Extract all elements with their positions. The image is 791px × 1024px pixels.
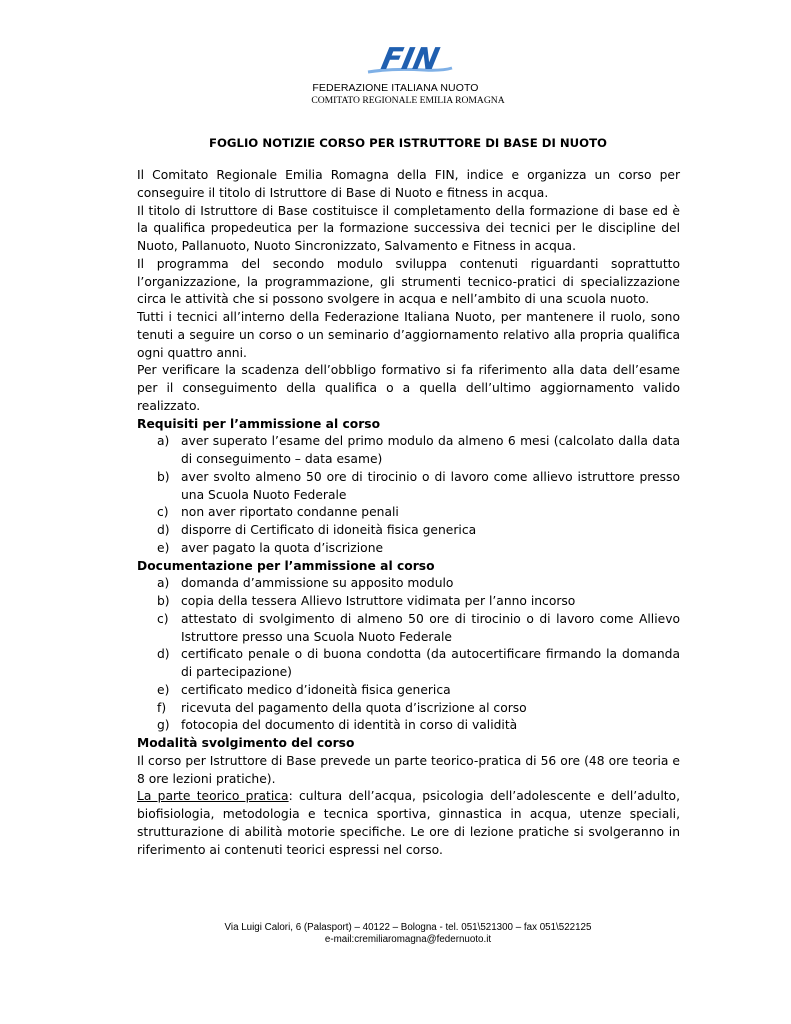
requisiti-heading: Requisiti per l’ammissione al corso bbox=[137, 416, 381, 431]
list-marker: a) bbox=[157, 576, 170, 591]
list-marker: b) bbox=[157, 594, 170, 608]
list-marker: e) bbox=[157, 540, 170, 555]
footer-address: Via Luigi Calori, 6 (Palasport) – 40122 – Bologna - tel. 051\521300 – fax 051\522125 bbox=[224, 922, 592, 933]
list-item-text: certificato penale o di buona condotta (da autocertificare firmando la domanda di partecipazione) bbox=[181, 647, 680, 679]
parte-teorico-label: La parte teorico pratica bbox=[137, 789, 289, 804]
list-marker: c) bbox=[157, 611, 169, 626]
intro-paragraph: Tutti i tecnici all’interno della Federazione Italiana Nuoto, per mantenere il ruolo, sono tenuti a seguire un corso o un seminario d’aggiornamento relativo alla propria qualifica ogni quattro anni. bbox=[137, 310, 680, 360]
list-item bbox=[137, 433, 680, 469]
intro-paragraph: Il titolo di Istruttore di Base costituisce il completamento della formazione di base ed è la qualifica propedeutica per la formazione successiva dei tecnici per le discipline del Nuoto, Pallanuoto, Nuoto Sincronizzato, Salvamento e Fitness in acqua. bbox=[137, 203, 680, 253]
list-item bbox=[137, 700, 680, 718]
org-name: FEDERAZIONE ITALIANA NUOTO bbox=[312, 82, 479, 94]
list-item bbox=[137, 593, 680, 611]
list-item bbox=[137, 504, 680, 522]
document-body bbox=[137, 167, 680, 859]
list-item-text: fotocopia del documento di identità in corso di validità bbox=[181, 718, 518, 733]
list-item-text: disporre di Certificato di idoneità fisica generica bbox=[181, 523, 477, 537]
list-marker: d) bbox=[157, 647, 170, 662]
list-marker: g) bbox=[157, 718, 170, 733]
fin-logo-text: FIN bbox=[378, 42, 443, 77]
modalita-heading: Modalità svolgimento del corso bbox=[137, 736, 355, 750]
list-item-text: aver superato l’esame del primo modulo da almeno 6 mesi (calcolato dalla data di conseguimento – data esame) bbox=[181, 434, 680, 466]
list-item bbox=[137, 469, 680, 505]
documentazione-list bbox=[137, 575, 680, 735]
list-item-text: certificato medico d’idoneità fisica generica bbox=[181, 682, 451, 697]
list-item-text: copia della tessera Allievo Istruttore vidimata per l’anno incorso bbox=[181, 594, 576, 608]
list-item-text: aver svolto almeno 50 ore di tirocinio o di lavoro come allievo istruttore presso una Scuola Nuoto Federale bbox=[181, 469, 680, 502]
list-marker: a) bbox=[157, 434, 170, 449]
list-item bbox=[137, 682, 680, 700]
committee-name: COMITATO REGIONALE EMILIA ROMAGNA bbox=[311, 95, 505, 106]
list-marker: d) bbox=[157, 523, 170, 537]
list-marker: b) bbox=[157, 469, 170, 484]
documentazione-heading: Documentazione per l’ammissione al corso bbox=[137, 558, 435, 573]
modalita-paragraph: Il corso per Istruttore di Base prevede un parte teorico-pratica di 56 ore (48 ore teoria e 8 ore lezioni pratiche). bbox=[137, 753, 680, 786]
list-marker: e) bbox=[157, 682, 170, 697]
list-marker: c) bbox=[157, 505, 169, 520]
intro-paragraph: Il Comitato Regionale Emilia Romagna della FIN, indice e organizza un corso per conseguire il titolo di Istruttore di Base di Nuoto e fitness in acqua. bbox=[137, 168, 680, 200]
list-item bbox=[137, 522, 680, 540]
requisiti-list bbox=[137, 433, 680, 557]
list-item bbox=[137, 575, 680, 593]
list-item-text: ricevuta del pagamento della quota d’iscrizione al corso bbox=[181, 700, 527, 715]
list-item bbox=[137, 717, 680, 735]
list-item bbox=[137, 540, 680, 558]
list-item-text: domanda d’ammissione su apposito modulo bbox=[181, 576, 454, 591]
document-title: FOGLIO NOTIZIE CORSO PER ISTRUTTORE DI BASE DI NUOTO bbox=[209, 136, 607, 150]
parte-teorico-paragraph bbox=[137, 788, 680, 859]
parte-teorico-text: : cultura dell’acqua, psicologia dell’adolescente e dell’adulto, biofisiologia, metodologia e tecnica sportiva, ginnastica in acqua, utenze speciali, strutturazione di abilità motorie specifiche. Le ore di lezione pratiche si svolgeranno in riferimento ai contenuti teorici espressi nel corso. bbox=[137, 789, 680, 857]
fin-logo bbox=[364, 42, 454, 78]
list-item bbox=[137, 646, 680, 682]
list-item bbox=[137, 611, 680, 647]
list-item-text: aver pagato la quota d’iscrizione bbox=[181, 540, 384, 555]
list-marker: f) bbox=[157, 700, 167, 715]
list-item-text: attestato di svolgimento di almeno 50 ore di tirocinio o di lavoro come Allievo Istruttore presso una Scuola Nuoto Federale bbox=[181, 611, 680, 644]
list-item-text: non aver riportato condanne penali bbox=[181, 505, 399, 520]
footer-email: e-mail:cremiliaromagna@federnuoto.it bbox=[324, 934, 492, 945]
intro-paragraph: Per verificare la scadenza dell’obbligo formativo si fa riferimento alla data dell’esame per il conseguimento della qualifica o a quella dell’ultimo aggiornamento valido realizzato. bbox=[137, 363, 680, 413]
intro-paragraph: Il programma del secondo modulo sviluppa contenuti riguardanti soprattutto l’organizzazione, la programmazione, gli strumenti tecnico-pratici di specializzazione circa le attività che si possono svolgere in acqua e nell’ambito di una scuola nuoto. bbox=[137, 256, 680, 307]
